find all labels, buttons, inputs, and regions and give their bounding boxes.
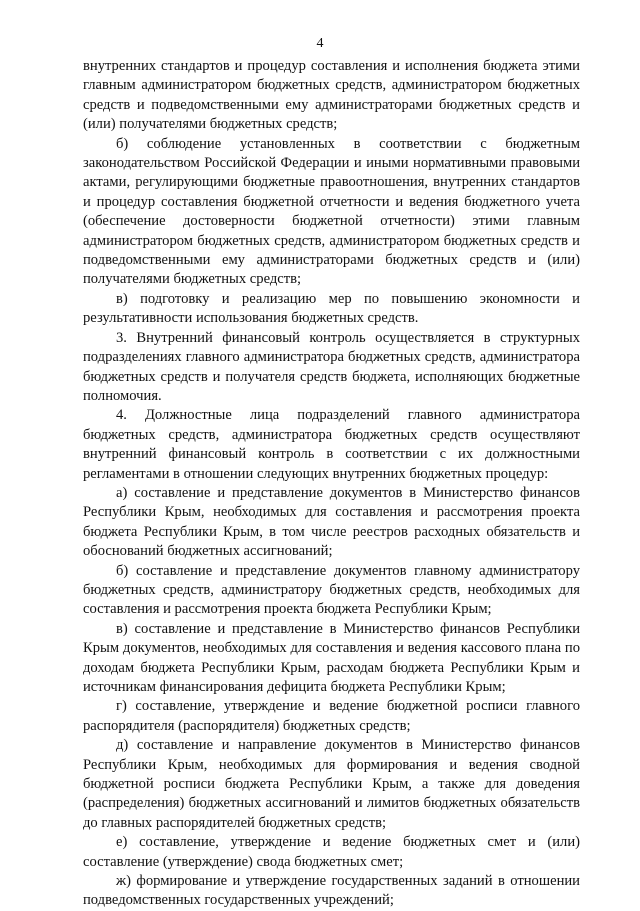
paragraph-clause-3: 3. Внутренний финансовый контроль осуществляется в структурных подразделениях главного администратора бюджетных средств, администратора бюджетных средств и получателя средств бюджета, исполняющих бюджетные полномочия.: [83, 329, 580, 404]
paragraph-item-e: е) составление, утверждение и ведение бюджетных смет и (или) составление (утверждение) свода бюджетных смет;: [83, 834, 580, 870]
paragraph-item-g: г) составление, утверждение и ведение бюджетной росписи главного распорядителя (распорядителя) бюджетных средств;: [83, 698, 580, 734]
page-number: 4: [316, 36, 324, 51]
paragraph-item-b: б) составление и представление документов главному администратору бюджетных средств, администратору бюджетных средств, необходимых для составления и рассмотрения проекта бюджета Республики Крым;: [83, 562, 580, 618]
paragraph-item-b-compliance: б) соблюдение установленных в соответствии с бюджетным законодательством Российской Федерации и иными нормативными правовыми актами, регулирующими бюджетные правоотношения, внутренних стандартов и процедур составления бюджетной отчетности и ведения бюджетного учета (обеспечение достоверности бюджетной отчетности) этими главным администратором бюджетных средств, администратором бюджетных средств и подведомственными ему администраторами бюджетных средств и (или) получателями бюджетных средств;: [83, 135, 580, 288]
paragraph-item-a: а) составление и представление документов в Министерство финансов Республики Крым, необходимых для составления и рассмотрения проекта бюджета Республики Крым, в том числе реестров расходных обязательств и обоснований бюджетных ассигнований;: [83, 484, 580, 560]
paragraph-item-v-measures: в) подготовку и реализацию мер по повышению экономности и результативности использования бюджетных средств.: [83, 290, 580, 327]
paragraph-item-zh: ж) формирование и утверждение государственных заданий в отношении подведомственных государственных учреждений;: [83, 873, 580, 909]
paragraph-continuation: внутренних стандартов и процедур составления и исполнения бюджета этими главным администратором бюджетных средств, администратором бюджетных средств и подведомственными ему администраторами бюджетных средств и (или) получателями бюджетных средств;: [83, 58, 580, 133]
paragraph-item-d: д) составление и направление документов в Министерство финансов Республики Крым, необходимых для формирования и ведения сводной бюджетной росписи бюджета Республики Крым, а также для доведения (распределения) бюджетных ассигнований и лимитов бюджетных обязательств до главных распорядителей бюджетных средств;: [83, 737, 580, 831]
paragraph-item-v: в) составление и представление в Министерство финансов Республики Крым документов, необходимых для составления и ведения кассового плана по доходам бюджета Республики Крым, расходам бюджета Республики Крым и источникам финансирования дефицита бюджета Республики Крым;: [83, 620, 580, 695]
paragraph-clause-4: 4. Должностные лица подразделений главного администратора бюджетных средств, администратора бюджетных средств осуществляют внутренний финансовый контроль в соответствии с их должностными регламентами в отношении следующих внутренних бюджетных процедур:: [83, 407, 580, 482]
document-body: [83, 57, 580, 911]
